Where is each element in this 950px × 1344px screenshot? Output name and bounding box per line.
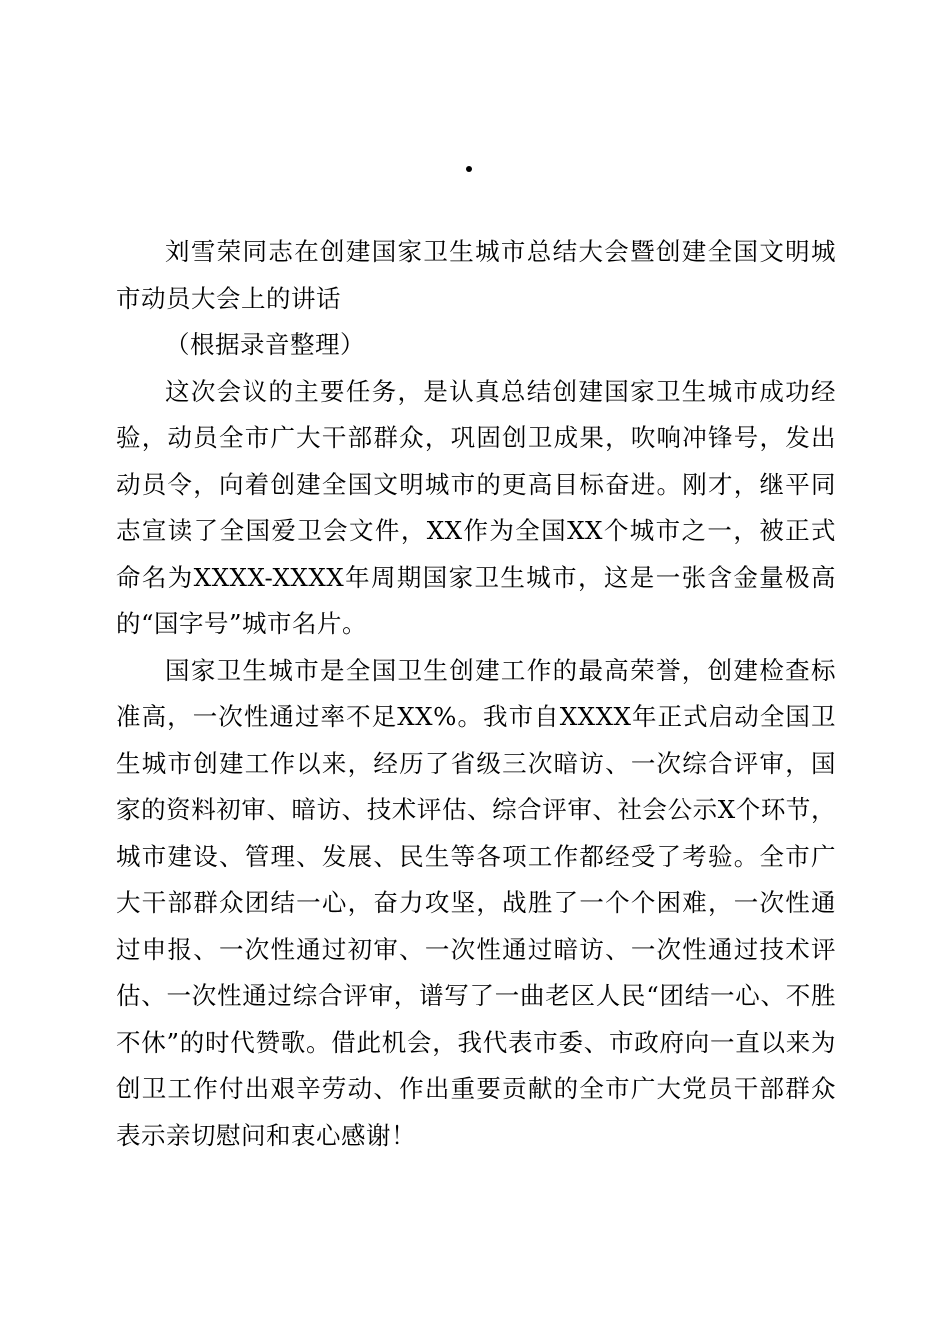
document-body bbox=[116, 229, 836, 1159]
header-dot bbox=[466, 166, 472, 172]
speech-title: 刘雪荣同志在创建国家卫生城市总结大会暨创建全国文明城市动员大会上的讲话 bbox=[116, 237, 836, 313]
body-paragraph: 国家卫生城市是全国卫生创建工作的最高荣誉，创建检查标准高，一次性通过率不足XX%。我市自XXXX年正式启动全国卫生城市创建工作以来，经历了省级三次暗访、一次综合评审，国家的资料初审、暗访、技术评估、综合评审、社会公示X个环节，城市建设、管理、发展、民生等各项工作都经受了考验。全市广大干部群众团结一心，奋力攻坚，战胜了一个个困难，一次性通过申报、一次性通过初审、一次性通过暗访、一次性通过技术评估、一次性通过综合评审，谱写了一曲老区人民“团结一心、不胜不休”的时代赞歌。借此机会，我代表市委、市政府向一直以来为创卫工作付出艰辛劳动、作出重要贡献的全市广大党员干部群众表示亲切慰问和衷心感谢！ bbox=[116, 655, 836, 1150]
transcription-note: （根据录音整理） bbox=[165, 330, 365, 359]
body-paragraph: 这次会议的主要任务，是认真总结创建国家卫生城市成功经验，动员全市广大干部群众，巩固创卫成果，吹响冲锋号，发出动员令，向着创建全国文明城市的更高目标奋进。刚才，继平同志宣读了全国爱卫会文件，XX作为全国XX个城市之一，被正式命名为XXXX-XXXX年周期国家卫生城市，这是一张含金量极高的“国字号”城市名片。 bbox=[116, 376, 836, 638]
